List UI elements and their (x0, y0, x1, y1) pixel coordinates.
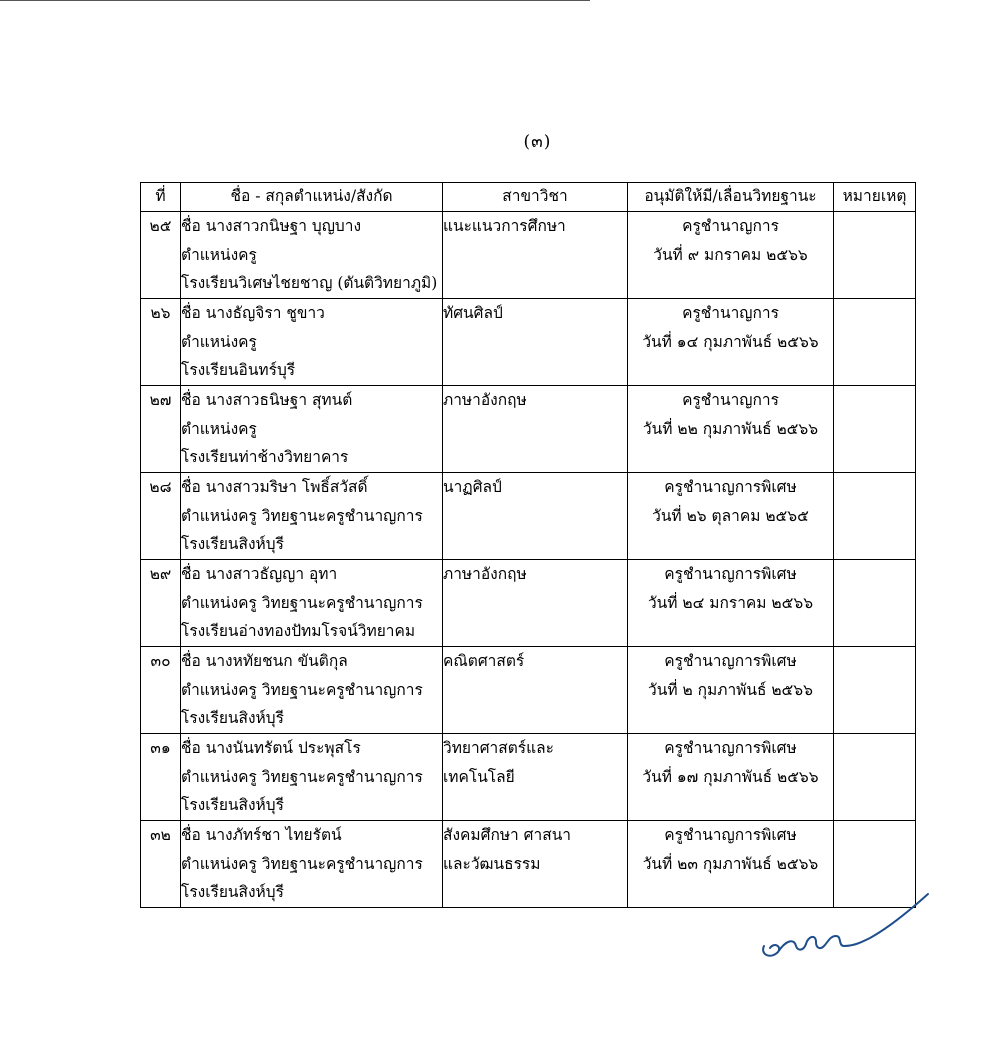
person-position: ตำแหน่งครู (181, 419, 257, 438)
header-approval: อนุมัติให้มี/เลื่อนวิทยฐานะ (628, 183, 834, 212)
table-row (141, 473, 916, 560)
major-line-1: แนะแนวการศึกษา (443, 217, 566, 235)
remark-cell (834, 386, 916, 473)
approval-date: วันที่ ๑๗ กุมภาพันธ์ ๒๕๖๖ (642, 767, 819, 786)
person-name: ชื่อ นางธัญจิรา ชูขาว (181, 304, 325, 322)
major-cell (443, 299, 628, 386)
approval-cell (628, 212, 834, 299)
remark-cell (834, 212, 916, 299)
person-cell (181, 734, 443, 821)
person-cell (181, 386, 443, 473)
person-cell (181, 299, 443, 386)
major-line-2 (443, 415, 627, 444)
person-cell (181, 821, 443, 908)
major-line-1: สังคมศึกษา ศาสนา (443, 826, 571, 844)
major-cell (443, 560, 628, 647)
approval-level: ครูชำนาญการพิเศษ (664, 652, 797, 670)
person-name: ชื่อ นางสาวกนิษฐา บุญบาง (181, 217, 362, 235)
approval-cell (628, 473, 834, 560)
person-position: ตำแหน่งครู (181, 332, 257, 351)
remark-cell (834, 560, 916, 647)
person-school: โรงเรียนท่าช้างวิทยาคาร (181, 448, 349, 466)
approval-level: ครูชำนาญการ (682, 304, 779, 322)
major-line-1: นาฏศิลป์ (443, 478, 502, 496)
approval-cell (628, 647, 834, 734)
major-cell (443, 386, 628, 473)
person-school: โรงเรียนสิงห์บุรี (181, 535, 284, 553)
remark-cell (834, 647, 916, 734)
person-name: ชื่อ นางสาวธัญญา อุทา (181, 565, 338, 583)
approval-level: ครูชำนาญการพิเศษ (664, 739, 797, 757)
major-cell (443, 212, 628, 299)
signature-icon (758, 888, 938, 968)
row-number: ๒๖ (141, 299, 181, 386)
person-name: ชื่อ นางหทัยชนก ขันติกุล (181, 652, 348, 670)
top-divider (0, 0, 590, 1)
approval-date: วันที่ ๑๔ กุมภาพันธ์ ๒๕๖๖ (642, 332, 819, 351)
approval-date: วันที่ ๙ มกราคม ๒๕๖๖ (653, 245, 808, 264)
major-line-2 (443, 328, 627, 357)
row-number: ๒๕ (141, 212, 181, 299)
approval-level: ครูชำนาญการ (682, 217, 779, 235)
row-number: ๓๑ (141, 734, 181, 821)
row-number: ๓๐ (141, 647, 181, 734)
table-row (141, 299, 916, 386)
table-row (141, 734, 916, 821)
approval-cell (628, 299, 834, 386)
major-cell (443, 473, 628, 560)
person-name: ชื่อ นางภัทร์ชา ไทยรัตน์ (181, 826, 342, 844)
major-cell (443, 734, 628, 821)
table-row (141, 386, 916, 473)
row-number: ๒๙ (141, 560, 181, 647)
person-name: ชื่อ นางนันทรัตน์ ประพุสโร (181, 739, 361, 757)
person-position: ตำแหน่งครู วิทยฐานะครูชำนาญการ (181, 680, 423, 699)
person-name: ชื่อ นางสาวธนิษฐา สุทนต์ (181, 391, 353, 409)
person-name: ชื่อ นางสาวมริษา โพธิ์สวัสดิ์ (181, 478, 368, 496)
table-row (141, 647, 916, 734)
header-name: ชื่อ - สกุลตำแหน่ง/สังกัด (181, 183, 443, 212)
approval-level: ครูชำนาญการ (682, 391, 779, 409)
person-position: ตำแหน่งครู (181, 245, 257, 264)
header-remark: หมายเหตุ (834, 183, 916, 212)
major-line-2 (443, 502, 627, 531)
table-row (141, 212, 916, 299)
major-line-1: วิทยาศาสตร์และ (443, 739, 554, 757)
remark-cell (834, 299, 916, 386)
major-line-2 (443, 589, 627, 618)
approval-date: วันที่ ๒ กุมภาพันธ์ ๒๕๖๖ (648, 680, 813, 699)
table-row (141, 560, 916, 647)
person-cell (181, 560, 443, 647)
person-position: ตำแหน่งครู วิทยฐานะครูชำนาญการ (181, 767, 423, 786)
person-position: ตำแหน่งครู วิทยฐานะครูชำนาญการ (181, 593, 423, 612)
header-no: ที่ (141, 183, 181, 212)
remark-cell (834, 473, 916, 560)
row-number: ๒๗ (141, 386, 181, 473)
approval-date: วันที่ ๒๔ มกราคม ๒๕๖๖ (647, 593, 814, 612)
person-position: ตำแหน่งครู วิทยฐานะครูชำนาญการ (181, 506, 423, 525)
person-school: โรงเรียนสิงห์บุรี (181, 709, 284, 727)
header-major: สาขาวิชา (443, 183, 628, 212)
person-cell (181, 647, 443, 734)
major-line-2 (443, 241, 627, 270)
page-number: (๓) (523, 132, 552, 152)
person-school: โรงเรียนอ่างทองปัทมโรจน์วิทยาคม (181, 622, 416, 640)
major-line-1: ภาษาอังกฤษ (443, 391, 527, 409)
person-school: โรงเรียนสิงห์บุรี (181, 796, 284, 814)
person-cell (181, 212, 443, 299)
approval-cell (628, 386, 834, 473)
table-header-row (141, 183, 916, 212)
major-line-1: ทัศนศิลป์ (443, 304, 503, 322)
person-school: โรงเรียนวิเศษไชยชาญ (ตันติวิทยาภูมิ) (181, 274, 438, 292)
approval-level: ครูชำนาญการพิเศษ (664, 478, 797, 496)
approval-date: วันที่ ๒๖ ตุลาคม ๒๕๖๕ (652, 506, 809, 525)
major-line-1: ภาษาอังกฤษ (443, 565, 527, 583)
person-school: โรงเรียนอินทร์บุรี (181, 361, 296, 379)
person-position: ตำแหน่งครู วิทยฐานะครูชำนาญการ (181, 854, 423, 873)
major-line-2 (443, 676, 627, 705)
row-number: ๓๒ (141, 821, 181, 908)
approval-level: ครูชำนาญการพิเศษ (664, 826, 797, 844)
row-number: ๒๘ (141, 473, 181, 560)
major-cell (443, 647, 628, 734)
approval-cell (628, 560, 834, 647)
approval-date: วันที่ ๒๒ กุมภาพันธ์ ๒๕๖๖ (642, 419, 819, 438)
person-cell (181, 473, 443, 560)
major-line-1: คณิตศาสตร์ (443, 652, 525, 670)
remark-cell (834, 734, 916, 821)
major-cell (443, 821, 628, 908)
approval-cell (628, 734, 834, 821)
approval-table (140, 182, 916, 908)
major-line-2: และวัฒนธรรม (443, 854, 541, 873)
person-school: โรงเรียนสิงห์บุรี (181, 883, 284, 901)
major-line-2: เทคโนโลยี (443, 767, 515, 786)
approval-date: วันที่ ๒๓ กุมภาพันธ์ ๒๕๖๖ (642, 854, 819, 873)
approval-level: ครูชำนาญการพิเศษ (664, 565, 797, 583)
